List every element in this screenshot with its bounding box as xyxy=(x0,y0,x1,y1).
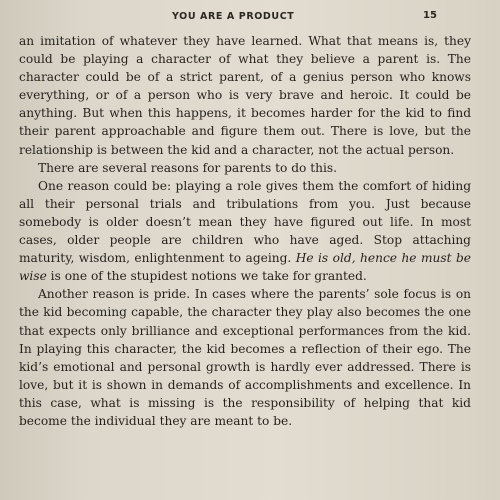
running-title: YOU ARE A PRODUCT xyxy=(172,11,295,22)
paragraph-text-after-quote: is one of the stupidest notions we take for granted. xyxy=(46,269,367,284)
paragraph-text: an imitation of whatever they have learned. What that means is, they could be playing a character of what they believe a parent is. The character could be of a strict parent, of a genius person who knows everything, or of a person who is very brave and heroic. It could be anything. But when this happens, it becomes harder for the kid to find their parent approachable and figure them out. There is love, but the relationship is between the kid and a character, not the actual person. xyxy=(19,34,471,157)
paragraph-text: Another reason is pride. In cases where the parents’ sole focus is on the kid becoming capable, the character they play also becomes the one that expects only brilliance and exceptional performances from the kid. In playing this character, the kid becomes a reflection of their ego. The kid’s emotional and personal growth is hardly ever addressed. There is love, but it is shown in demands of accomplishments and excellence. In this case, what is missing is the responsibility of helping that kid become the individual they are meant to be. xyxy=(19,287,471,428)
italic-quote: He is old, hence he must be wise xyxy=(19,251,472,284)
page-number: 15 xyxy=(423,10,437,21)
paragraph-reasons-intro xyxy=(19,159,471,177)
paragraph-text: There are several reasons for parents to do this. xyxy=(38,160,338,175)
body-text xyxy=(19,32,471,430)
paragraph-text: One reason could be: playing a role gives them the comfort of hiding all their personal trials and tribulations from you. Just because somebody is older doesn’t mean they have figured out life. In most cases, older people are children who have aged. Stop attaching maturity, wisdom, enlightenment to ageing. xyxy=(19,178,471,266)
paragraph-role-comfort xyxy=(19,177,471,286)
page-header xyxy=(0,11,500,27)
paragraph-continuation xyxy=(19,32,471,159)
paragraph-pride xyxy=(19,285,471,430)
